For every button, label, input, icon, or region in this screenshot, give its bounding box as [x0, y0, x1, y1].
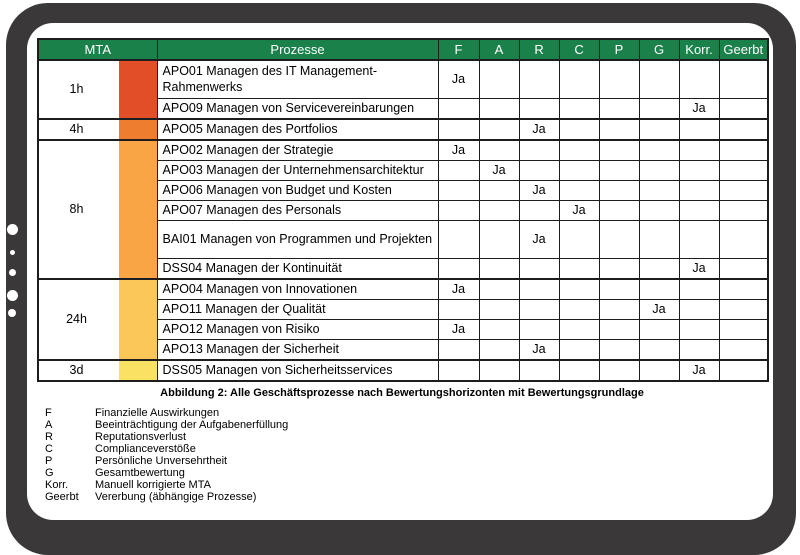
value-cell-g — [639, 220, 679, 258]
process-cell: APO06 Managen von Budget und Kosten — [157, 180, 438, 200]
legend-row — [45, 407, 288, 419]
value-cell-r: Ja — [519, 119, 559, 140]
value-cell-g — [639, 339, 679, 360]
column-header-r: R — [519, 39, 559, 60]
value-cell-f — [438, 98, 479, 119]
process-cell: APO05 Managen des Portfolios — [157, 119, 438, 140]
value-cell-g — [639, 60, 679, 98]
value-cell-korr — [679, 319, 719, 339]
value-cell-c — [559, 339, 599, 360]
figure-caption: Abbildung 2: Alle Geschäftsprozesse nach Bewertungshorizonten mit Bewertungsgrundlage — [160, 387, 644, 399]
value-cell-geerbt — [719, 98, 768, 119]
value-cell-p — [599, 160, 639, 180]
value-cell-p — [599, 319, 639, 339]
value-cell-g — [639, 180, 679, 200]
legend-row — [45, 443, 288, 455]
value-cell-c: Ja — [559, 200, 599, 220]
legend-row — [45, 491, 288, 503]
legend-value: Beeinträchtigung der Aufgabenerfüllung — [95, 419, 289, 431]
value-cell-a — [479, 339, 519, 360]
value-cell-g — [639, 98, 679, 119]
mta-group-label: 3d — [38, 360, 114, 381]
bezel-dot-icon — [10, 250, 15, 255]
value-cell-geerbt — [719, 160, 768, 180]
column-header-a: A — [479, 39, 519, 60]
process-table — [37, 38, 769, 382]
header-row — [38, 39, 768, 60]
value-cell-geerbt — [719, 360, 768, 381]
value-cell-f — [438, 258, 479, 279]
column-header-c: C — [559, 39, 599, 60]
value-cell-f: Ja — [438, 319, 479, 339]
value-cell-r — [519, 60, 559, 98]
mta-group-label: 8h — [38, 140, 114, 279]
mta-group-label: 24h — [38, 279, 114, 360]
table-body — [38, 60, 768, 381]
legend-key: G — [45, 467, 54, 479]
process-cell: DSS05 Managen von Sicherheitsservices — [157, 360, 438, 381]
value-cell-c — [559, 98, 599, 119]
process-cell: APO12 Managen von Risiko — [157, 319, 438, 339]
process-cell: APO13 Managen der Sicherheit — [157, 339, 438, 360]
legend-row — [45, 479, 288, 491]
value-cell-c — [559, 319, 599, 339]
value-cell-f — [438, 160, 479, 180]
table-row — [38, 119, 768, 140]
value-cell-korr — [679, 180, 719, 200]
value-cell-f — [438, 220, 479, 258]
value-cell-geerbt — [719, 60, 768, 98]
value-cell-a — [479, 180, 519, 200]
value-cell-c — [559, 279, 599, 300]
value-cell-korr — [679, 299, 719, 319]
value-cell-r — [519, 319, 559, 339]
value-cell-g: Ja — [639, 299, 679, 319]
value-cell-geerbt — [719, 200, 768, 220]
value-cell-korr — [679, 220, 719, 258]
value-cell-g — [639, 279, 679, 300]
value-cell-p — [599, 140, 639, 161]
value-cell-r — [519, 200, 559, 220]
value-cell-p — [599, 279, 639, 300]
process-cell: APO02 Managen der Strategie — [157, 140, 438, 161]
value-cell-geerbt — [719, 119, 768, 140]
value-cell-f — [438, 180, 479, 200]
value-cell-korr — [679, 339, 719, 360]
value-cell-a — [479, 299, 519, 319]
column-header-prozesse: Prozesse — [157, 39, 438, 60]
value-cell-r — [519, 98, 559, 119]
value-cell-f — [438, 360, 479, 381]
value-cell-c — [559, 220, 599, 258]
legend-key: Korr. — [45, 479, 69, 491]
value-cell-a — [479, 119, 519, 140]
mta-color-strip — [114, 119, 157, 140]
value-cell-korr: Ja — [679, 98, 719, 119]
value-cell-p — [599, 60, 639, 98]
value-cell-korr: Ja — [679, 360, 719, 381]
value-cell-r: Ja — [519, 220, 559, 258]
bezel-dot-icon — [8, 309, 16, 317]
value-cell-g — [639, 119, 679, 140]
value-cell-a — [479, 258, 519, 279]
value-cell-geerbt — [719, 279, 768, 300]
bezel-dot-icon — [9, 269, 16, 276]
legend-row — [45, 419, 288, 431]
value-cell-c — [559, 299, 599, 319]
table-row — [38, 360, 768, 381]
legend-row — [45, 431, 288, 443]
value-cell-r: Ja — [519, 180, 559, 200]
column-header-korr: Korr. — [679, 39, 719, 60]
value-cell-a — [479, 220, 519, 258]
legend-value: Complianceverstöße — [95, 443, 196, 455]
value-cell-f: Ja — [438, 140, 479, 161]
value-cell-a — [479, 140, 519, 161]
process-cell: APO03 Managen der Unternehmensarchitektur — [157, 160, 438, 180]
value-cell-a: Ja — [479, 160, 519, 180]
value-cell-r — [519, 258, 559, 279]
mta-color-strip — [114, 279, 157, 360]
screen — [27, 23, 773, 520]
value-cell-geerbt — [719, 220, 768, 258]
value-cell-g — [639, 160, 679, 180]
value-cell-f — [438, 119, 479, 140]
value-cell-f — [438, 299, 479, 319]
process-cell: BAI01 Managen von Programmen und Projekten — [157, 220, 438, 258]
value-cell-p — [599, 119, 639, 140]
value-cell-korr — [679, 140, 719, 161]
value-cell-g — [639, 200, 679, 220]
value-cell-korr — [679, 200, 719, 220]
legend-value: Finanzielle Auswirkungen — [95, 407, 220, 419]
value-cell-r — [519, 279, 559, 300]
value-cell-c — [559, 140, 599, 161]
value-cell-a — [479, 98, 519, 119]
legend-value: Vererbung (äbhängige Prozesse) — [95, 491, 257, 503]
value-cell-f: Ja — [438, 279, 479, 300]
legend-key: A — [45, 419, 53, 431]
table-row — [38, 279, 768, 300]
value-cell-r — [519, 360, 559, 381]
value-cell-p — [599, 258, 639, 279]
process-cell: APO07 Managen des Personals — [157, 200, 438, 220]
value-cell-g — [639, 258, 679, 279]
legend-value: Gesamtbewertung — [95, 467, 185, 479]
process-cell: APO11 Managen der Qualität — [157, 299, 438, 319]
value-cell-a — [479, 200, 519, 220]
column-header-p: P — [599, 39, 639, 60]
table-row — [38, 60, 768, 98]
value-cell-c — [559, 258, 599, 279]
value-cell-p — [599, 339, 639, 360]
column-header-f: F — [438, 39, 479, 60]
value-cell-a — [479, 319, 519, 339]
value-cell-c — [559, 180, 599, 200]
legend-key: P — [45, 455, 53, 467]
value-cell-p — [599, 360, 639, 381]
value-cell-g — [639, 360, 679, 381]
value-cell-geerbt — [719, 140, 768, 161]
value-cell-g — [639, 319, 679, 339]
bezel-dot-icon — [7, 224, 18, 235]
value-cell-korr — [679, 279, 719, 300]
process-cell: APO04 Managen von Innovationen — [157, 279, 438, 300]
legend-value: Reputationsverlust — [95, 431, 187, 443]
value-cell-p — [599, 98, 639, 119]
value-cell-f — [438, 200, 479, 220]
value-cell-geerbt — [719, 299, 768, 319]
value-cell-p — [599, 200, 639, 220]
value-cell-p — [599, 220, 639, 258]
legend-key: Geerbt — [45, 491, 79, 503]
legend-key: C — [45, 443, 53, 455]
value-cell-korr — [679, 60, 719, 98]
table-row — [38, 140, 768, 161]
value-cell-r — [519, 140, 559, 161]
mta-group-label: 1h — [38, 60, 114, 119]
mta-color-strip — [114, 360, 157, 381]
value-cell-r — [519, 160, 559, 180]
value-cell-geerbt — [719, 319, 768, 339]
legend — [45, 407, 288, 503]
value-cell-a — [479, 360, 519, 381]
value-cell-a — [479, 279, 519, 300]
value-cell-f: Ja — [438, 60, 479, 98]
process-cell: DSS04 Managen der Kontinuität — [157, 258, 438, 279]
legend-key: F — [45, 407, 52, 419]
value-cell-c — [559, 119, 599, 140]
value-cell-korr: Ja — [679, 258, 719, 279]
value-cell-g — [639, 140, 679, 161]
value-cell-korr — [679, 160, 719, 180]
value-cell-geerbt — [719, 258, 768, 279]
column-header-geerbt: Geerbt — [719, 39, 768, 60]
value-cell-a — [479, 60, 519, 98]
mta-color-strip — [114, 60, 157, 119]
legend-row — [45, 455, 288, 467]
value-cell-korr — [679, 119, 719, 140]
bezel-dot-icon — [7, 290, 18, 301]
value-cell-f — [438, 339, 479, 360]
value-cell-p — [599, 299, 639, 319]
mta-color-strip — [114, 140, 157, 279]
value-cell-geerbt — [719, 339, 768, 360]
value-cell-c — [559, 60, 599, 98]
value-cell-geerbt — [719, 180, 768, 200]
column-header-g: G — [639, 39, 679, 60]
process-cell: APO01 Managen des IT Management-Rahmenwerks — [157, 60, 438, 98]
process-cell: APO09 Managen von Servicevereinbarungen — [157, 98, 438, 119]
legend-key: R — [45, 431, 53, 443]
column-header-mta: MTA — [38, 39, 157, 60]
tablet-bezel — [6, 3, 796, 555]
value-cell-r: Ja — [519, 339, 559, 360]
value-cell-c — [559, 360, 599, 381]
value-cell-p — [599, 180, 639, 200]
legend-row — [45, 467, 288, 479]
value-cell-c — [559, 160, 599, 180]
value-cell-r — [519, 299, 559, 319]
mta-group-label: 4h — [38, 119, 114, 140]
legend-value: Manuell korrigierte MTA — [95, 479, 211, 491]
legend-value: Persönliche Unversehrtheit — [95, 455, 228, 467]
